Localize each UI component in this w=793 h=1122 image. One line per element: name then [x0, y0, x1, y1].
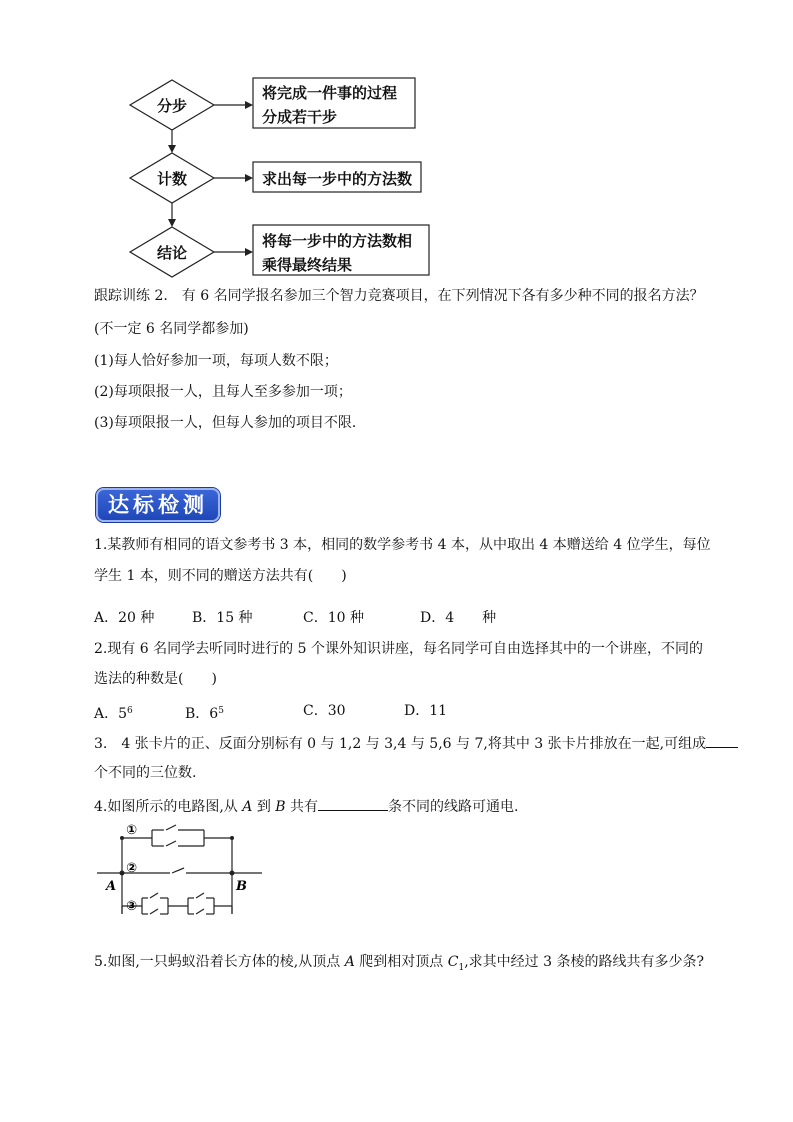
circuit-label-3: ③ — [126, 899, 138, 914]
q2-option-b: B．$6^5$ — [185, 706, 224, 722]
exercise-2-line-3: (1)每人恰好参加一项，每项人数不限； — [94, 353, 338, 369]
q1-option-b: B．15 种 — [192, 610, 253, 626]
q2-line-1: 2.现有 6 名同学去听同时进行的 5 个课外知识讲座，每名同学可自由选择其中的一个讲座，不同的 — [94, 641, 703, 657]
flow-label-step-1: 分步 — [157, 97, 188, 115]
flow-desc-step-2-line-1: 求出每一步中的方法数 — [262, 170, 413, 188]
circuit-diagram — [92, 818, 272, 923]
q1-option-c: C．10 种 — [303, 610, 364, 626]
q5-text: 5.如图,一只蚂蚁沿着长方体的棱,从顶点 A 爬到相对顶点 $C_1$,求其中经过 3 条棱的路线共有多少条? — [94, 954, 704, 973]
flow-desc-step-3-line-2: 乘得最终结果 — [262, 256, 353, 274]
q1-line-2: 学生 1 本，则不同的赠送方法共有( ) — [94, 568, 347, 584]
flow-desc-step-1-line-2: 分成若干步 — [262, 108, 338, 126]
exercise-2-line-5: (3)每项限报一人，但每人参加的项目不限． — [94, 415, 366, 431]
exercise-2-line-1: 跟踪训练 2. 有 6 名同学报名参加三个智力竞赛项目，在下列情况下各有多少种不同的报名方法？ — [94, 288, 704, 304]
flow-label-step-3: 结论 — [157, 244, 188, 262]
q2-option-d: D．11 — [404, 703, 448, 719]
q2-option-c: C．30 — [303, 703, 346, 719]
q3-line-1: 3. 4 张卡片的正、反面分别标有 0 与 1,2 与 3,4 与 5,6 与 7,将其中 3 张卡片排放在一起,可组成 — [94, 733, 738, 753]
flow-label-step-2: 计数 — [157, 170, 188, 188]
q2-option-a: A．$5^6$ — [94, 706, 133, 722]
circuit-label-1: ① — [126, 823, 138, 838]
exercise-2-line-4: (2)每项限报一人，且每人至多参加一项； — [94, 384, 352, 400]
circuit-node-b: B — [236, 879, 247, 894]
exercise-2-line-2: (不一定 6 名同学都参加) — [94, 321, 249, 337]
q3-line-2: 个不同的三位数. — [94, 765, 197, 781]
q4-text: 4.如图所示的电路图,从 A 到 B 共有 条不同的线路可通电. — [94, 796, 519, 816]
q1-option-d: D．4 种 — [420, 610, 497, 626]
q4-answer-blank[interactable] — [318, 796, 388, 811]
section-title-badge: 达标检测 — [96, 488, 220, 522]
flow-desc-step-3-line-1: 将每一步中的方法数相 — [262, 232, 413, 250]
circuit-label-2: ② — [126, 861, 138, 876]
q1-line-1: 1.某教师有相同的语文参考书 3 本，相同的数学参考书 4 本，从中取出 4 本赠送给 4 位学生，每位 — [94, 537, 711, 553]
flow-desc-step-1-line-1: 将完成一件事的过程 — [262, 84, 398, 102]
q3-answer-blank[interactable] — [706, 733, 738, 748]
q2-line-2: 选法的种数是( ) — [94, 671, 217, 687]
q1-option-a: A．20 种 — [94, 610, 155, 626]
circuit-node-a: A — [106, 879, 117, 894]
